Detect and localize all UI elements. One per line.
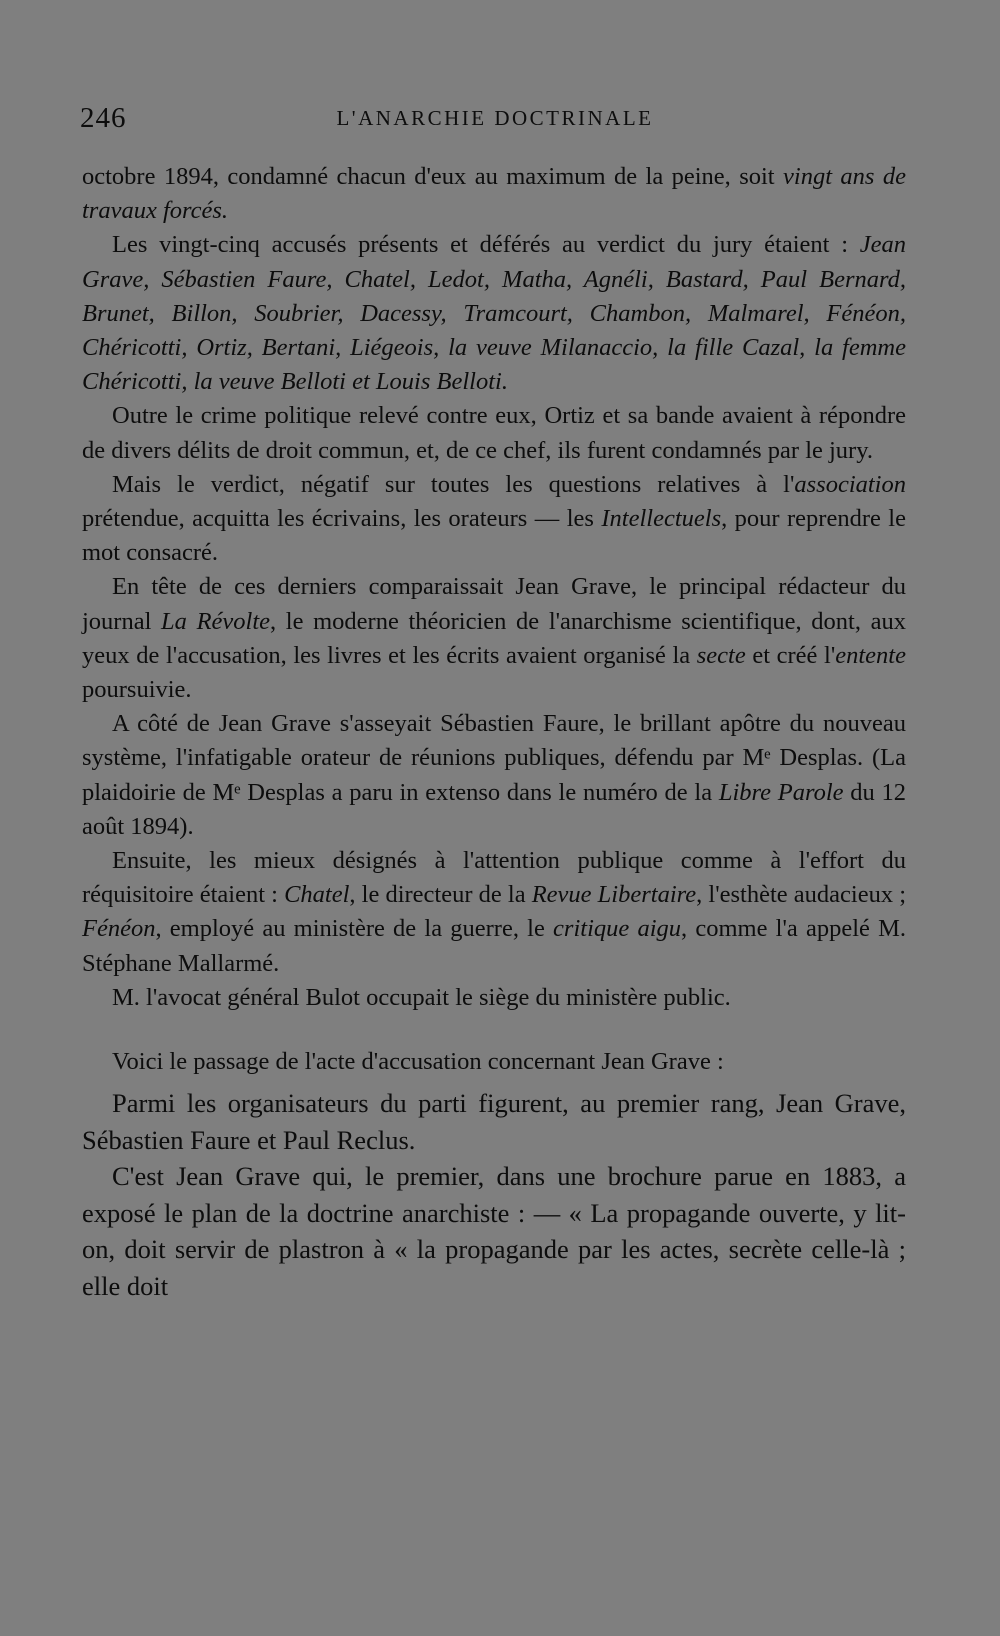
text-run: , pour reprendre le mot consacré. [82, 505, 906, 567]
text-run: , le directeur de la [349, 881, 532, 909]
page-body [82, 160, 906, 1304]
text-run: Ensuite, les mieux désignés à l'attention publique comme à l'effort du réquisitoire étaient : [82, 847, 906, 909]
italic-text-run: Libre Parole [718, 778, 844, 806]
text-run: octobre 1894, condamné chacun d'eux au maximum de la peine, soit [82, 163, 784, 190]
paragraph-sebastien-faure [82, 707, 906, 844]
text-run: En tête de ces derniers comparaissait Jean Grave, le principal rédacteur du journal [82, 573, 906, 635]
text-run: , le moderne théoricien de l'anarchisme scientifique, dont, aux yeux de l'accusation, les livres et les écrits avaient organisé la [82, 607, 906, 669]
quote-paragraph-organisateurs [82, 1085, 906, 1158]
italic-text-run: vingt ans de travaux forcés. [82, 163, 906, 225]
text-run: Les vingt-cinq accusés présents et déférés au verdict du jury étaient : [112, 231, 860, 259]
italic-text-run: association [794, 470, 906, 498]
paragraph-bulot [82, 981, 906, 1015]
paragraph-ortiz [82, 399, 906, 467]
italic-text-run: La Révolte [161, 607, 271, 635]
italic-text-run: Intellectuels [601, 505, 722, 533]
italic-text-run: entente [835, 641, 906, 669]
italic-text-run: secte [696, 641, 746, 669]
running-title: L'ANARCHIE DOCTRINALE [336, 106, 654, 130]
paragraph-verdict [82, 468, 906, 571]
page-number: 246 [80, 102, 127, 134]
text-run: poursuivie. [82, 676, 192, 704]
page-header [80, 102, 910, 142]
text-run: Mais le verdict, négatif sur toutes les questions relatives à l' [112, 470, 795, 498]
text-run: Parmi les organisateurs du parti figurent, au premier rang, Jean Grave, Sébastien Faure et Paul Reclus. [82, 1088, 906, 1155]
text-run: , employé au ministère de la guerre, le [155, 915, 554, 943]
paragraph-accused-list [82, 228, 906, 399]
paragraph-chatel-feneon [82, 844, 906, 981]
text-run: , l'esthète audacieux ; [696, 881, 906, 909]
italic-text-run: Chatel [284, 881, 350, 909]
text-run: Voici le passage de l'acte d'accusation concernant Jean Grave : [112, 1048, 724, 1076]
italic-text-run: Fénéon [82, 915, 156, 943]
section-gap [82, 1015, 906, 1045]
paragraph-continuation [82, 160, 906, 228]
text-run: A côté de Jean Grave s'asseyait Sébastien Faure, le brillant apôtre du nouveau système, l'infatigable orateur de réunions publiques, défendu par Mᵉ Desplas. (La plaidoirie de Mᵉ Desplas a paru in extenso dans le numéro de la [82, 710, 906, 806]
italic-text-run: critique aigu [553, 915, 682, 943]
paragraph-acte-intro [82, 1045, 906, 1079]
italic-text-run: Revue Libertaire [531, 881, 697, 909]
indictment-quote [82, 1085, 906, 1304]
text-run: du 12 août 1894). [82, 778, 906, 840]
text-run: M. l'avocat général Bulot occupait le siège du ministère public. [112, 983, 731, 1011]
paragraph-jean-grave [82, 570, 906, 707]
text-run: Outre le crime politique relevé contre eux, Ortiz et sa bande avaient à répondre de divers délits de droit commun, et, de ce chef, ils furent condamnés par le jury. [82, 402, 906, 464]
text-run: et créé l' [745, 641, 836, 669]
text-run: , comme l'a appelé M. Stéphane Mallarmé. [82, 915, 906, 977]
text-run: C'est Jean Grave qui, le premier, dans une brochure parue en 1883, a exposé le plan de la doctrine anarchiste : — « La propagande ouverte, y lit-on, doit servir de plastron à « la propagande par les actes, secrète celle-là ; elle doit [82, 1161, 906, 1301]
text-run: prétendue, acquitta les écrivains, les orateurs — les [82, 505, 602, 533]
italic-text-run: Jean Grave, Sébastien Faure, Chatel, Ledot, Matha, Agnéli, Bastard, Paul Bernard, Brunet, Billon, Soubrier, Dacessy, Tramcourt, Chambon, Malmarel, Fénéon, Chéricotti, Ortiz, Bertani, Liégeois, la veuve Milanaccio, la fille Cazal, la femme Chéricotti, la veuve Belloti et Louis Belloti. [82, 231, 906, 396]
quote-paragraph-brochure [82, 1158, 906, 1304]
